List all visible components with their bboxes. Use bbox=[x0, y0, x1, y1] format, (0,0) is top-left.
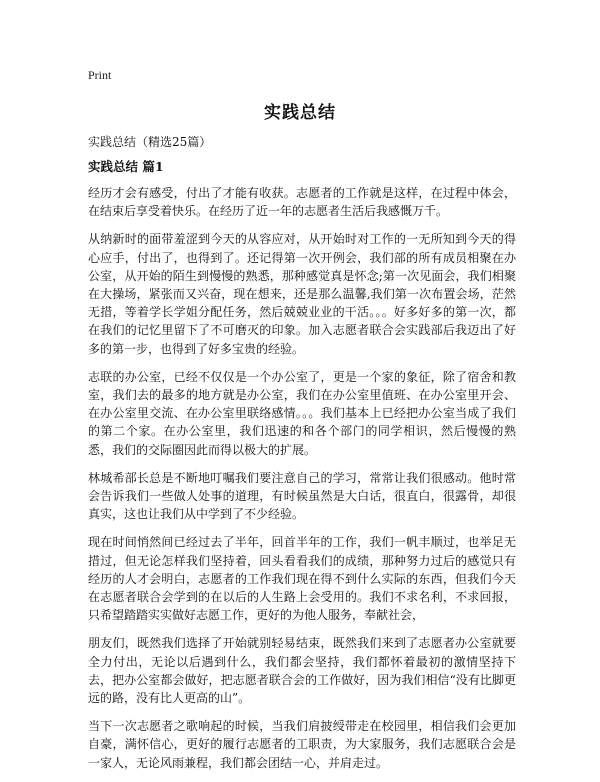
paragraph-2: 从纳新时的面带羞涩到今天的从容应对，从开始时对工作的一无所知到今天的得心应手，付出了，也得到了。还记得第一次开例会，我们部的所有成员相聚在办公室，从开始的陌生到慢慢的熟悉，那种感觉真是怀念;第一次见面会，我们相聚在大操场，紧张而又兴奋，现在想来，还是那么温馨,我们第一次布置会场，茫然无措，等着学长学姐分配任务，然后兢兢业业的干活。。。好多好多的第一次，都在我们的记忆里留下了不可磨灭的印象。加入志愿者联合会实践部后我迈出了好多的第一步，也得到了好多宝贵的经验。 bbox=[88, 232, 516, 356]
paragraph-4: 林城希部长总是不断地叮嘱我们要注意自己的学习，常常让我们很感动。他时常会告诉我们一些做人处事的道理，有时候虽然是大白话，很直白，很露骨，却很真实，这也让我们从中学到了不少经验。 bbox=[88, 470, 516, 522]
paragraph-6: 朋友们，既然我们选择了开始就别轻易结束，既然我们来到了志愿者办公室就要全力付出，无论以后遇到什么，我们都会坚持，我们都怀着最初的激情坚持下去，把办公室都会做好，把志愿者联合会的工作做好，因为我们相信“没有比脚更远的路，没有比人更高的山”。 bbox=[88, 636, 516, 706]
document-title: 实践总结 bbox=[264, 103, 336, 123]
print-label: Print bbox=[88, 68, 112, 82]
paragraph-7: 当下一次志愿者之歌响起的时候，当我们肩披绶带走在校园里，相信我们会更加自豪，满怀信心，更好的履行志愿者的工职责，为大家服务，我们志愿联合会是一家人，无论风雨兼程，我们都会团结一心，并肩走过。 bbox=[88, 719, 516, 770]
paragraph-1: 经历才会有感受，付出了才能有收获。志愿者的工作就是这样，在过程中体会，在结束后享受着快乐。在经历了近一年的志愿者生活后我感慨万千。 bbox=[88, 186, 516, 219]
paragraph-5: 现在时间悄然间已经过去了半年，回首半年的工作，我们一帆丰顺过，也举足无措过，但无论怎样我们坚持着，回头看看我们的成绩，那种努力过后的感觉只有经历的人才会明白，志愿者的工作我们现在得不到什么实际的东西，但我们今天在志愿者联合会学到的在以后的人生路上会受用的。我们不求名利，不求回报，只希望踏踏实实做好志愿工作，更好的为他人服务，奉献社会， bbox=[88, 535, 516, 623]
document-subtitle: 实践总结（精选25篇） bbox=[88, 135, 212, 149]
paragraph-3: 志联的办公室，已经不仅仅是一个办公室了，更是一个家的象征，除了宿舍和教室，我们去的最多的地方就是办公室，我们在办公室里值班、在办公室里开会、在办公室里交流、在办公室里联络感情。。。我们基本上已经把办公室当成了我们的第二个家。在办公室里，我们迅速的和各个部门的同学相识，然后慢慢的熟悉，我们的交际圈因此而得以极大的扩展。 bbox=[88, 369, 516, 457]
section-heading: 实践总结 篇1 bbox=[88, 159, 164, 174]
body-text bbox=[88, 184, 516, 782]
